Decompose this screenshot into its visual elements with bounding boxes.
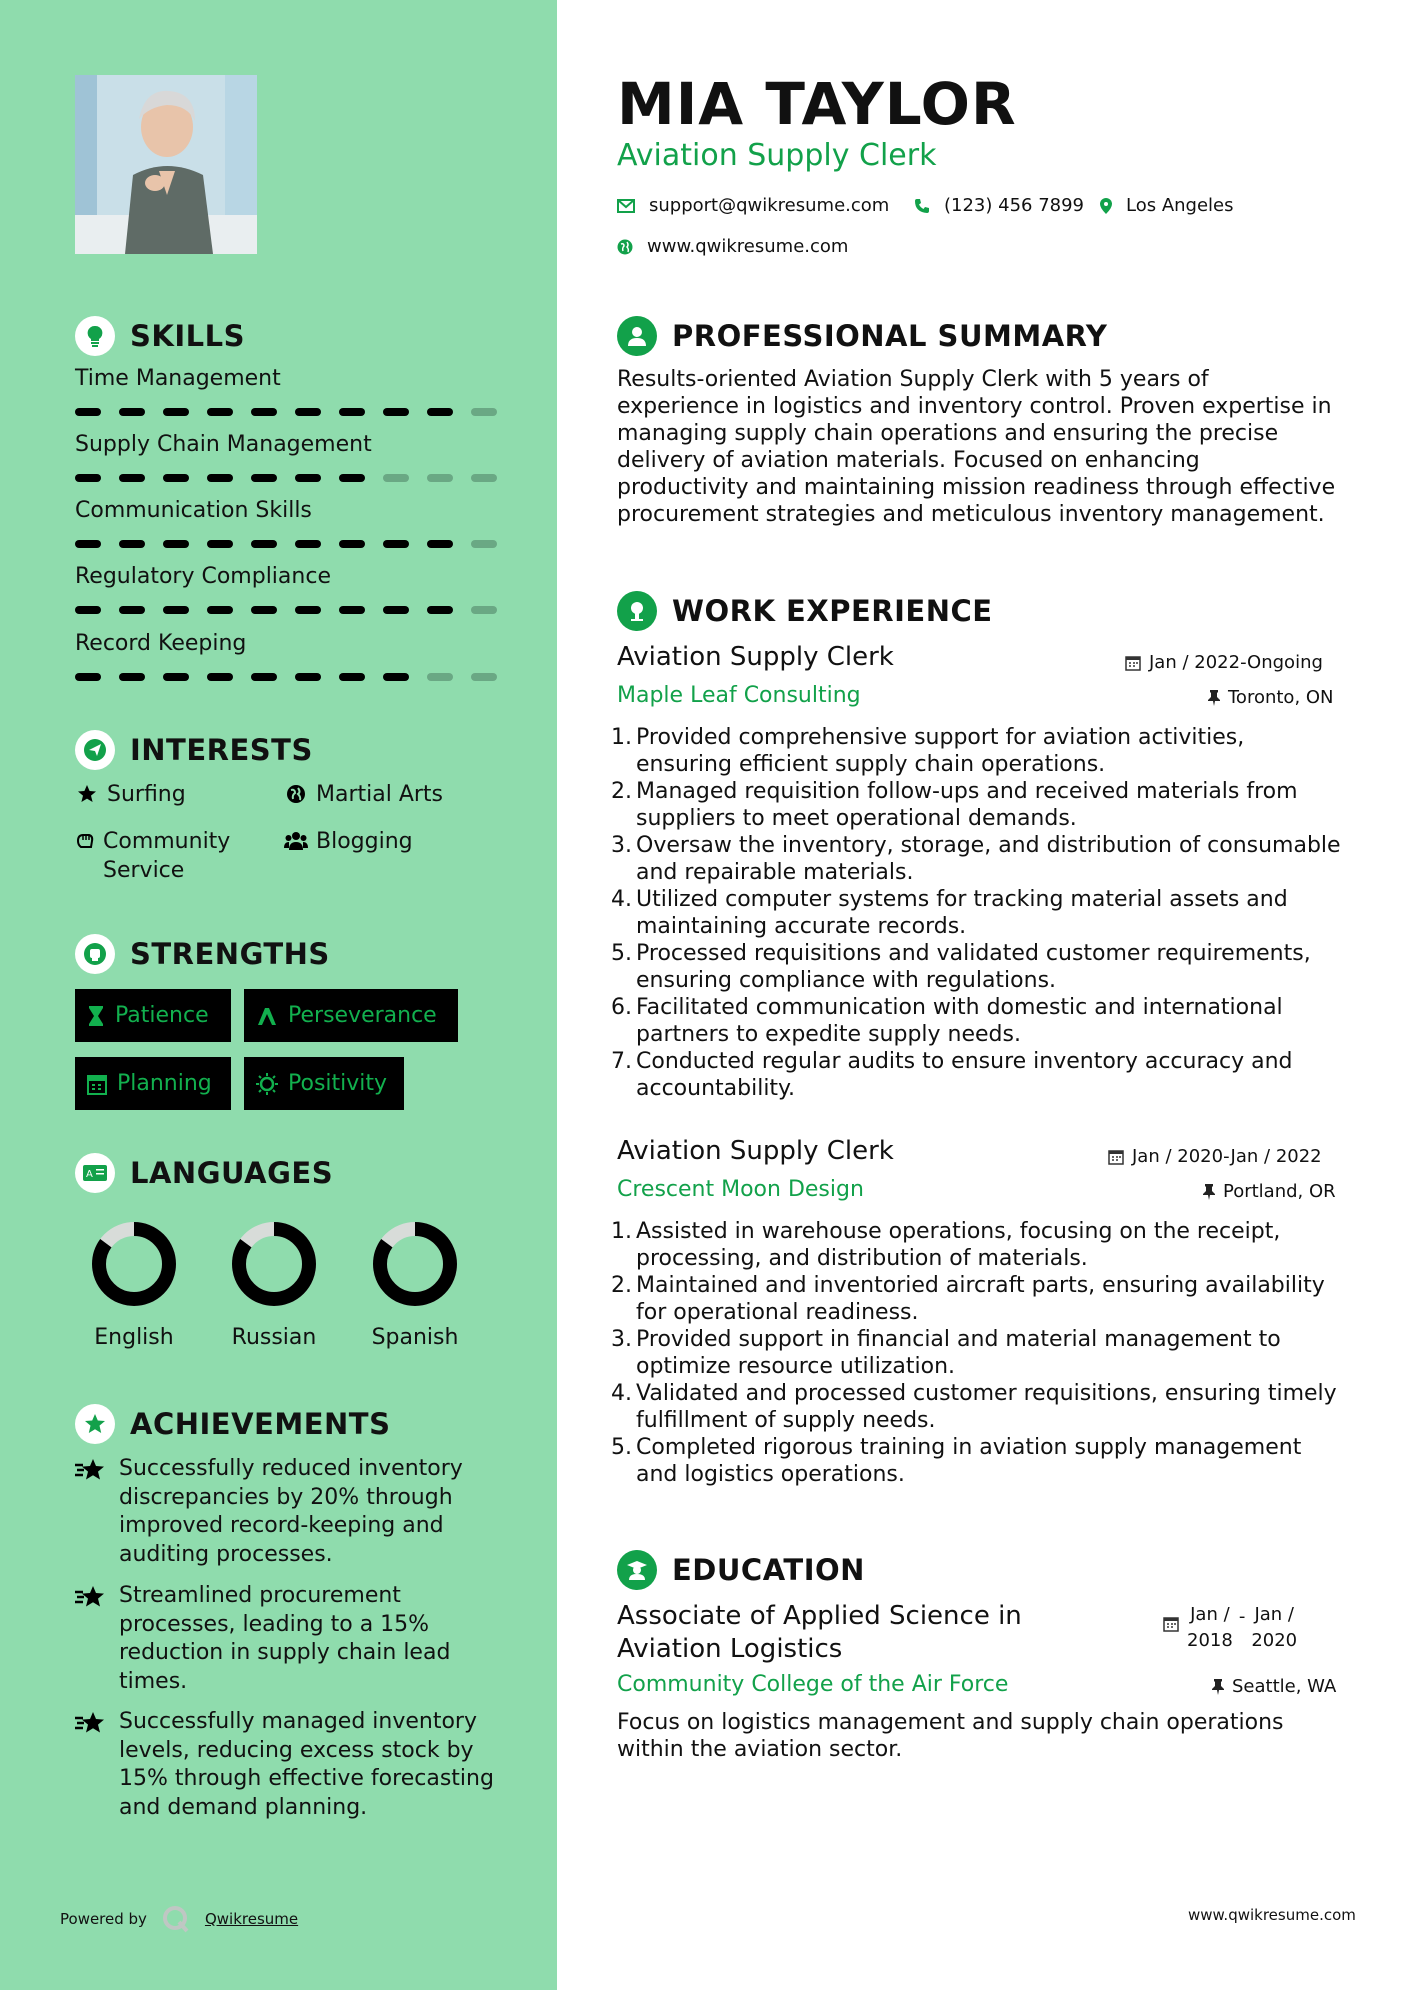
skill-row (75, 366, 505, 416)
interest-label: Blogging (316, 829, 413, 854)
hand-icon (75, 827, 95, 851)
job-location-text: Toronto, ON (1228, 687, 1334, 708)
job-title: Aviation Supply Clerk (617, 642, 894, 672)
bullet-number: 3. (611, 833, 632, 858)
powered-by-label: Powered by (60, 1910, 147, 1928)
calendar-icon (1125, 655, 1141, 671)
interest-surfing (75, 780, 186, 809)
bullet-number: 5. (611, 1435, 632, 1460)
skill-dash-filled (75, 474, 101, 482)
job-location (1203, 1181, 1336, 1202)
skill-dash-filled (251, 474, 277, 482)
job-bullet (611, 1326, 1346, 1380)
bullet-text: Facilitated communication with domestic and international partners to expedite supply needs. (636, 995, 1283, 1047)
bullet-number: 2. (611, 1273, 632, 1298)
skill-dash-filled (295, 606, 321, 614)
bullet-number: 5. (611, 941, 632, 966)
star-icon (75, 780, 99, 804)
bullet-text: Provided comprehensive support for aviation activities, ensuring efficient supply chain operations. (636, 725, 1245, 777)
contact-website[interactable] (617, 236, 848, 257)
edu-start-month: Jan / (1190, 1604, 1230, 1625)
skill-dash-filled (295, 673, 321, 681)
skill-row (75, 432, 505, 482)
skill-dash-filled (75, 606, 101, 614)
job-dates-text: Jan / 2022-Ongoing (1149, 652, 1323, 673)
edu-end-year: 2020 (1251, 1630, 1298, 1651)
edu-end (1251, 1602, 1297, 1654)
school-name: Community College of the Air Force (617, 1672, 1009, 1697)
skill-dash-filled (295, 540, 321, 548)
job-bullet (611, 994, 1346, 1048)
job-bullet (611, 1380, 1346, 1434)
strength-label: Positivity (288, 1071, 388, 1096)
candidate-role: Aviation Supply Clerk (617, 138, 937, 173)
job-bullet (611, 940, 1346, 994)
language-donut (89, 1219, 179, 1309)
skill-name: Supply Chain Management (75, 432, 372, 457)
languages-title: LANGUAGES (130, 1156, 334, 1190)
skill-dash-filled (295, 408, 321, 416)
skill-dash-filled (207, 474, 233, 482)
hourglass-icon (87, 1005, 105, 1027)
job-bullet (611, 724, 1346, 778)
lightbulb-icon (75, 316, 115, 356)
company-name: Crescent Moon Design (617, 1177, 864, 1202)
powered-by (60, 1904, 298, 1934)
job-dates-text: Jan / 2020-Jan / 2022 (1132, 1146, 1322, 1167)
edu-date-separator: - (1238, 1606, 1246, 1627)
skill-name: Record Keeping (75, 631, 247, 656)
bullet-text: Conducted regular audits to ensure inventory accuracy and accountability. (636, 1049, 1293, 1101)
education-location-text: Seattle, WA (1232, 1676, 1337, 1697)
strengths-heading (75, 934, 330, 974)
interests-heading (75, 730, 313, 770)
calendar-icon (1108, 1149, 1124, 1165)
degree-line: Associate of Applied Science in (617, 1601, 1022, 1631)
bullet-text: Oversaw the inventory, storage, and distribution of consumable and repairable materials. (636, 833, 1341, 885)
skill-dash-filled (119, 408, 145, 416)
strength-chip-positivity (244, 1057, 404, 1110)
footer-url[interactable]: www.qwikresume.com (1188, 1906, 1356, 1924)
map-pin-icon (1100, 198, 1112, 214)
bullet-number: 7. (611, 1049, 632, 1074)
bullet-text: Utilized computer systems for tracking material assets and maintaining accurate records. (636, 887, 1288, 939)
skill-dash-filled (163, 673, 189, 681)
bullet-number: 2. (611, 779, 632, 804)
skill-level-bar (75, 474, 505, 482)
strength-label: Patience (115, 1003, 209, 1028)
skills-heading (75, 316, 245, 356)
interest-martial-arts (284, 780, 443, 809)
skill-dash-filled (163, 540, 189, 548)
education-location (1212, 1676, 1336, 1697)
job-bullet (611, 1434, 1346, 1488)
skill-name: Regulatory Compliance (75, 564, 331, 589)
achievements-title: ACHIEVEMENTS (130, 1407, 391, 1441)
job-bullet (611, 832, 1346, 886)
education-dates (1163, 1602, 1297, 1654)
skill-dash-filled (251, 606, 277, 614)
skill-dash-filled (207, 673, 233, 681)
phone-icon (914, 198, 930, 214)
bullet-text: Assisted in warehouse operations, focusing on the receipt, processing, and distribution of materials. (636, 1219, 1281, 1271)
calendar-icon (87, 1073, 107, 1095)
achievement-text: Successfully reduced inventory discrepancies by 20% through improved record-keeping and auditing processes. (119, 1456, 463, 1567)
bullet-number: 4. (611, 1381, 632, 1406)
job-bullet (611, 778, 1346, 832)
interest-blogging (284, 827, 413, 856)
skill-dash-filled (427, 408, 453, 416)
skill-level-bar (75, 606, 505, 614)
bullet-number: 1. (611, 725, 632, 750)
users-icon (284, 827, 308, 851)
achievement-star-icon (75, 1708, 119, 1822)
award-star-icon (75, 1404, 115, 1444)
sun-icon (256, 1073, 278, 1095)
achievement-item (75, 1708, 505, 1822)
skill-dash-filled (207, 606, 233, 614)
language-donut (229, 1219, 319, 1309)
email-text: support@qwikresume.com (649, 195, 890, 216)
skill-dash-filled (251, 540, 277, 548)
contact-email[interactable] (617, 195, 889, 216)
svg-text:A: A (86, 1169, 93, 1180)
skill-dash-filled (339, 673, 365, 681)
qwikresume-logo-icon (161, 1904, 191, 1934)
skill-dash-empty (383, 474, 409, 482)
bullet-text: Processed requisitions and validated customer requirements, ensuring compliance with regulations. (636, 941, 1311, 993)
languages-heading (75, 1153, 333, 1193)
contact-phone[interactable] (914, 195, 1084, 216)
globe-icon (284, 780, 308, 804)
skill-dash-filled (119, 606, 145, 614)
language-donut (370, 1219, 460, 1309)
skill-dash-filled (339, 540, 365, 548)
summary-title: PROFESSIONAL SUMMARY (672, 319, 1108, 353)
job-title: Aviation Supply Clerk (617, 1136, 894, 1166)
summary-text: Results-oriented Aviation Supply Clerk with 5 years of experience in logistics and inventory control. Proven expertise in managing supply chain operations and ensuring the precise delivery of aviation materials. Focused on enhancing productivity and maintaining mission readiness through effective procurement strategies and meticulous inventory management. (617, 367, 1336, 527)
job-bullet (611, 886, 1346, 940)
strength-chip-patience (75, 989, 231, 1042)
skill-row (75, 631, 505, 681)
edu-start (1187, 1602, 1233, 1654)
skill-dash-empty (471, 474, 497, 482)
language-item (64, 1219, 204, 1350)
qwikresume-link[interactable]: Qwikresume (204, 1910, 299, 1928)
bullet-text: Managed requisition follow-ups and received materials from suppliers to meet operational demands. (636, 779, 1298, 831)
job-bullets (611, 724, 1346, 1102)
interest-label: Community Service (103, 829, 231, 883)
skill-dash-filled (163, 408, 189, 416)
skill-dash-filled (163, 606, 189, 614)
language-name: Russian (231, 1325, 317, 1350)
job-bullet (611, 1048, 1346, 1102)
bullet-number: 1. (611, 1219, 632, 1244)
skill-dash-filled (295, 474, 321, 482)
experience-title: WORK EXPERIENCE (672, 594, 993, 628)
skill-dash-filled (207, 408, 233, 416)
strength-chip-planning (75, 1057, 231, 1110)
interest-label: Martial Arts (316, 782, 444, 807)
skill-dash-empty (427, 474, 453, 482)
achievement-star-icon (75, 1455, 119, 1569)
globe-icon (617, 239, 633, 255)
skill-dash-filled (207, 540, 233, 548)
skill-dash-filled (163, 474, 189, 482)
skill-name: Communication Skills (75, 498, 312, 523)
bullet-number: 3. (611, 1327, 632, 1352)
pushpin-icon (1208, 690, 1220, 706)
skill-dash-empty (471, 606, 497, 614)
skill-dash-filled (119, 540, 145, 548)
pushpin-icon (1203, 1184, 1215, 1200)
language-item (345, 1219, 485, 1350)
skill-dash-filled (383, 408, 409, 416)
language-item (204, 1219, 344, 1350)
education-heading (617, 1550, 865, 1590)
job-location (1208, 687, 1334, 708)
edu-start-year: 2018 (1187, 1630, 1233, 1651)
achievement-star-icon (75, 1582, 119, 1696)
skill-dash-empty (471, 408, 497, 416)
strength-label: Perseverance (288, 1003, 437, 1028)
paper-plane-icon (75, 730, 115, 770)
skill-dash-empty (427, 673, 453, 681)
degree-title (617, 1600, 1022, 1666)
job-location-text: Portland, OR (1223, 1181, 1336, 1202)
skill-dash-filled (383, 673, 409, 681)
skill-dash-filled (75, 408, 101, 416)
candidate-name: MIA TAYLOR (617, 70, 1017, 138)
bullet-number: 6. (611, 995, 632, 1020)
achievement-item (75, 1455, 505, 1569)
bullet-text: Provided support in financial and material management to optimize resource utilization. (636, 1327, 1281, 1379)
skill-dash-filled (251, 408, 277, 416)
skill-dash-filled (75, 540, 101, 548)
job-bullet (611, 1218, 1346, 1272)
skill-row (75, 564, 505, 614)
strength-label: Planning (117, 1071, 212, 1096)
interest-community-service (75, 827, 265, 885)
phone-text: (123) 456 7899 (944, 195, 1085, 216)
envelope-icon (617, 199, 635, 213)
interest-label: Surfing (107, 782, 186, 807)
degree-line: Aviation Logistics (617, 1634, 843, 1664)
skill-dash-filled (75, 673, 101, 681)
skill-level-bar (75, 540, 505, 548)
achievement-item (75, 1582, 505, 1696)
location-text: Los Angeles (1126, 195, 1234, 216)
strength-chip-perseverance (244, 989, 458, 1042)
graduate-icon (617, 1550, 657, 1590)
achievement-text: Successfully managed inventory levels, reducing excess stock by 15% through effective forecasting and demand planning. (119, 1709, 494, 1820)
strengths-title: STRENGTHS (130, 937, 330, 971)
profile-photo (75, 75, 257, 254)
achievements-heading (75, 1404, 390, 1444)
summary-heading (617, 316, 1107, 356)
calendar-icon (1163, 1616, 1179, 1632)
education-description: Focus on logistics management and supply chain operations within the aviation sector. (617, 1710, 1284, 1762)
user-icon (617, 316, 657, 356)
edu-end-month: Jan / (1254, 1604, 1294, 1625)
company-name: Maple Leaf Consulting (617, 683, 861, 708)
language-name: Spanish (371, 1325, 459, 1350)
skill-dash-empty (471, 540, 497, 548)
achievement-text: Streamlined procurement processes, leading to a 15% reduction in supply chain lead times. (119, 1583, 451, 1694)
fist-icon (75, 934, 115, 974)
job-dates (1108, 1146, 1322, 1167)
briefcase-icon (617, 591, 657, 631)
language-name: English (94, 1325, 174, 1350)
skill-dash-filled (119, 474, 145, 482)
interests-title: INTERESTS (130, 733, 313, 767)
skill-dash-filled (427, 540, 453, 548)
skill-dash-filled (383, 540, 409, 548)
job-bullet (611, 1272, 1346, 1326)
education-title: EDUCATION (672, 1553, 865, 1587)
website-text: www.qwikresume.com (647, 236, 849, 257)
skill-dash-empty (471, 673, 497, 681)
skill-dash-filled (427, 606, 453, 614)
experience-heading (617, 591, 993, 631)
bullet-text: Completed rigorous training in aviation supply management and logistics operations. (636, 1435, 1302, 1487)
skill-dash-filled (339, 408, 365, 416)
job-bullets (611, 1218, 1346, 1488)
skill-dash-filled (339, 606, 365, 614)
skill-dash-filled (119, 673, 145, 681)
skills-title: SKILLS (130, 319, 245, 353)
skill-dash-filled (383, 606, 409, 614)
skill-dash-filled (339, 474, 365, 482)
bullet-number: 4. (611, 887, 632, 912)
language-icon (75, 1153, 115, 1193)
skill-dash-filled (251, 673, 277, 681)
climber-icon (256, 1006, 278, 1026)
skill-level-bar (75, 408, 505, 416)
skill-name: Time Management (75, 366, 281, 391)
job-dates (1125, 652, 1323, 673)
skill-row (75, 498, 505, 548)
pushpin-icon (1212, 1679, 1224, 1695)
contact-location (1100, 195, 1234, 216)
skill-level-bar (75, 673, 505, 681)
bullet-text: Validated and processed customer requisitions, ensuring timely fulfillment of supply needs. (636, 1381, 1337, 1433)
bullet-text: Maintained and inventoried aircraft parts, ensuring availability for operational readiness. (636, 1273, 1325, 1325)
